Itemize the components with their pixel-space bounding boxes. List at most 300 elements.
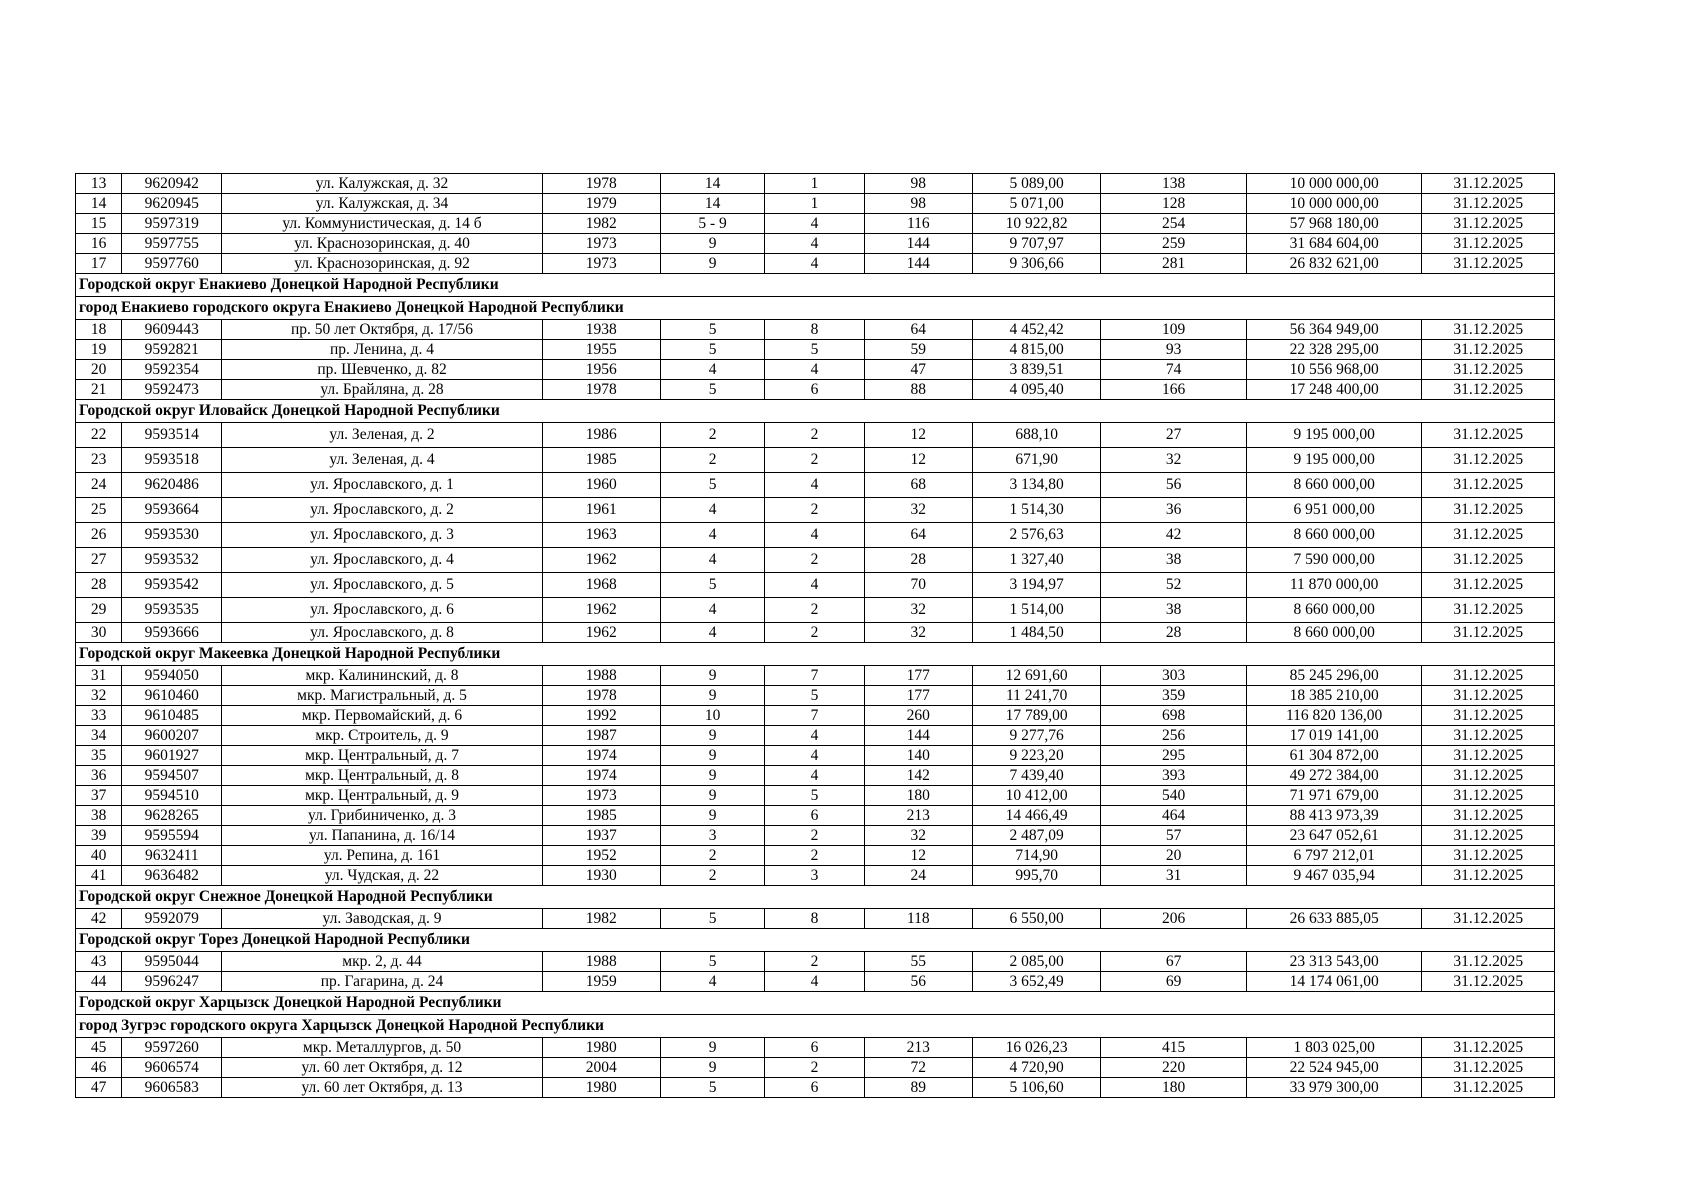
cell-cost: 22 328 295,00	[1246, 340, 1422, 360]
cell-address: ул. Ярославского, д. 2	[222, 498, 542, 523]
cell-deadline: 31.12.2025	[1422, 423, 1555, 448]
cell-address: пр. 50 лет Октября, д. 17/56	[222, 320, 542, 340]
cell-row-number: 39	[76, 826, 122, 846]
cell-cost: 11 870 000,00	[1246, 573, 1422, 598]
table-row	[76, 423, 1555, 448]
cell-entrances: 1	[765, 174, 864, 194]
cell-residents: 67	[1101, 952, 1246, 972]
cell-deadline: 31.12.2025	[1422, 806, 1555, 826]
cell-apartments: 28	[864, 548, 972, 573]
cell-area: 2 576,63	[972, 523, 1100, 548]
cell-apartments: 260	[864, 706, 972, 726]
section-header-row	[76, 886, 1555, 909]
section-title: Городской округ Енакиево Донецкой Народной Республики	[76, 274, 1555, 297]
cell-residents: 27	[1101, 423, 1246, 448]
cell-apartments: 116	[864, 214, 972, 234]
cell-year-built: 1979	[542, 194, 660, 214]
cell-residents: 220	[1101, 1058, 1246, 1078]
cell-address: ул. Коммунистическая, д. 14 б	[222, 214, 542, 234]
cell-year-built: 2004	[542, 1058, 660, 1078]
cell-address: ул. Ярославского, д. 5	[222, 573, 542, 598]
cell-floors: 14	[660, 174, 764, 194]
cell-entrances: 2	[765, 548, 864, 573]
table-row	[76, 766, 1555, 786]
cell-residents: 56	[1101, 473, 1246, 498]
table-body	[76, 174, 1555, 1098]
cell-floors: 5	[660, 573, 764, 598]
cell-building-id: 9595594	[122, 826, 222, 846]
cell-year-built: 1963	[542, 523, 660, 548]
cell-cost: 17 019 141,00	[1246, 726, 1422, 746]
table-row	[76, 523, 1555, 548]
cell-address: ул. Репина, д. 161	[222, 846, 542, 866]
cell-apartments: 144	[864, 234, 972, 254]
cell-deadline: 31.12.2025	[1422, 706, 1555, 726]
cell-area: 995,70	[972, 866, 1100, 886]
cell-address: мкр. 2, д. 44	[222, 952, 542, 972]
cell-deadline: 31.12.2025	[1422, 214, 1555, 234]
cell-year-built: 1985	[542, 448, 660, 473]
cell-residents: 36	[1101, 498, 1246, 523]
table-row	[76, 598, 1555, 623]
cell-area: 6 550,00	[972, 909, 1100, 929]
cell-deadline: 31.12.2025	[1422, 380, 1555, 400]
section-title: Городской округ Торез Донецкой Народной Республики	[76, 929, 1555, 952]
cell-floors: 4	[660, 360, 764, 380]
cell-year-built: 1982	[542, 214, 660, 234]
cell-entrances: 4	[765, 726, 864, 746]
cell-cost: 23 647 052,61	[1246, 826, 1422, 846]
cell-area: 11 241,70	[972, 686, 1100, 706]
cell-floors: 4	[660, 498, 764, 523]
section-header-row	[76, 643, 1555, 666]
housing-table	[75, 173, 1555, 1098]
cell-row-number: 29	[76, 598, 122, 623]
cell-building-id: 9600207	[122, 726, 222, 746]
cell-cost: 26 832 621,00	[1246, 254, 1422, 274]
cell-deadline: 31.12.2025	[1422, 174, 1555, 194]
section-title: Городской округ Иловайск Донецкой Народной Республики	[76, 400, 1555, 423]
cell-cost: 10 000 000,00	[1246, 194, 1422, 214]
cell-residents: 180	[1101, 1078, 1246, 1098]
section-header-row	[76, 1015, 1555, 1038]
cell-deadline: 31.12.2025	[1422, 523, 1555, 548]
cell-area: 3 194,97	[972, 573, 1100, 598]
cell-address: мкр. Центральный, д. 8	[222, 766, 542, 786]
cell-year-built: 1978	[542, 380, 660, 400]
cell-year-built: 1978	[542, 174, 660, 194]
cell-cost: 31 684 604,00	[1246, 234, 1422, 254]
table-row	[76, 174, 1555, 194]
cell-entrances: 8	[765, 909, 864, 929]
cell-floors: 5	[660, 340, 764, 360]
cell-building-id: 9593664	[122, 498, 222, 523]
cell-residents: 42	[1101, 523, 1246, 548]
cell-building-id: 9593518	[122, 448, 222, 473]
table-row	[76, 726, 1555, 746]
cell-floors: 9	[660, 726, 764, 746]
cell-row-number: 27	[76, 548, 122, 573]
cell-apartments: 144	[864, 726, 972, 746]
table-row	[76, 706, 1555, 726]
table-row	[76, 1038, 1555, 1058]
cell-row-number: 45	[76, 1038, 122, 1058]
cell-residents: 281	[1101, 254, 1246, 274]
cell-building-id: 9620942	[122, 174, 222, 194]
cell-entrances: 2	[765, 952, 864, 972]
cell-residents: 31	[1101, 866, 1246, 886]
cell-apartments: 56	[864, 972, 972, 992]
cell-residents: 254	[1101, 214, 1246, 234]
section-title: Городской округ Харцызск Донецкой Народной Республики	[76, 992, 1555, 1015]
table-row	[76, 909, 1555, 929]
cell-year-built: 1962	[542, 548, 660, 573]
cell-area: 3 134,80	[972, 473, 1100, 498]
cell-building-id: 9609443	[122, 320, 222, 340]
section-header-row	[76, 400, 1555, 423]
cell-residents: 303	[1101, 666, 1246, 686]
cell-row-number: 25	[76, 498, 122, 523]
cell-deadline: 31.12.2025	[1422, 254, 1555, 274]
cell-entrances: 3	[765, 866, 864, 886]
cell-deadline: 31.12.2025	[1422, 826, 1555, 846]
cell-residents: 74	[1101, 360, 1246, 380]
cell-address: мкр. Первомайский, д. 6	[222, 706, 542, 726]
cell-building-id: 9606574	[122, 1058, 222, 1078]
cell-floors: 9	[660, 666, 764, 686]
table-row	[76, 826, 1555, 846]
cell-apartments: 12	[864, 846, 972, 866]
cell-area: 4 815,00	[972, 340, 1100, 360]
cell-row-number: 13	[76, 174, 122, 194]
cell-entrances: 2	[765, 846, 864, 866]
cell-apartments: 68	[864, 473, 972, 498]
cell-floors: 14	[660, 194, 764, 214]
cell-floors: 4	[660, 598, 764, 623]
cell-row-number: 33	[76, 706, 122, 726]
table-row	[76, 866, 1555, 886]
cell-area: 4 095,40	[972, 380, 1100, 400]
cell-row-number: 18	[76, 320, 122, 340]
cell-building-id: 9606583	[122, 1078, 222, 1098]
cell-year-built: 1973	[542, 786, 660, 806]
cell-deadline: 31.12.2025	[1422, 340, 1555, 360]
table-row	[76, 214, 1555, 234]
cell-entrances: 5	[765, 686, 864, 706]
cell-residents: 128	[1101, 194, 1246, 214]
cell-building-id: 9593535	[122, 598, 222, 623]
cell-year-built: 1974	[542, 746, 660, 766]
table-row	[76, 320, 1555, 340]
cell-area: 5 071,00	[972, 194, 1100, 214]
cell-row-number: 21	[76, 380, 122, 400]
cell-residents: 393	[1101, 766, 1246, 786]
section-title: город Зугрэс городского округа Харцызск Донецкой Народной Республики	[76, 1015, 1555, 1038]
cell-residents: 93	[1101, 340, 1246, 360]
cell-year-built: 1959	[542, 972, 660, 992]
cell-deadline: 31.12.2025	[1422, 194, 1555, 214]
cell-floors: 9	[660, 786, 764, 806]
cell-year-built: 1968	[542, 573, 660, 598]
cell-cost: 56 364 949,00	[1246, 320, 1422, 340]
cell-cost: 8 660 000,00	[1246, 523, 1422, 548]
cell-apartments: 12	[864, 448, 972, 473]
cell-building-id: 9610460	[122, 686, 222, 706]
cell-floors: 2	[660, 448, 764, 473]
cell-deadline: 31.12.2025	[1422, 786, 1555, 806]
cell-cost: 9 467 035,94	[1246, 866, 1422, 886]
table-row	[76, 548, 1555, 573]
cell-entrances: 4	[765, 746, 864, 766]
cell-address: ул. Ярославского, д. 6	[222, 598, 542, 623]
cell-address: ул. Грибиниченко, д. 3	[222, 806, 542, 826]
cell-row-number: 47	[76, 1078, 122, 1098]
cell-entrances: 8	[765, 320, 864, 340]
table-row	[76, 473, 1555, 498]
cell-residents: 138	[1101, 174, 1246, 194]
cell-year-built: 1982	[542, 909, 660, 929]
cell-address: ул. Калужская, д. 32	[222, 174, 542, 194]
cell-cost: 10 000 000,00	[1246, 174, 1422, 194]
section-title: город Енакиево городского округа Енакиево Донецкой Народной Республики	[76, 297, 1555, 320]
cell-address: пр. Шевченко, д. 82	[222, 360, 542, 380]
cell-apartments: 144	[864, 254, 972, 274]
cell-year-built: 1960	[542, 473, 660, 498]
cell-entrances: 4	[765, 360, 864, 380]
cell-apartments: 213	[864, 1038, 972, 1058]
cell-address: ул. Зеленая, д. 4	[222, 448, 542, 473]
cell-address: ул. 60 лет Октября, д. 13	[222, 1078, 542, 1098]
cell-row-number: 30	[76, 623, 122, 643]
cell-area: 12 691,60	[972, 666, 1100, 686]
table-row	[76, 972, 1555, 992]
cell-apartments: 98	[864, 174, 972, 194]
cell-building-id: 9593542	[122, 573, 222, 598]
table-row	[76, 806, 1555, 826]
cell-area: 1 514,30	[972, 498, 1100, 523]
cell-year-built: 1988	[542, 952, 660, 972]
cell-address: ул. Зеленая, д. 2	[222, 423, 542, 448]
table-row	[76, 498, 1555, 523]
cell-floors: 9	[660, 746, 764, 766]
cell-entrances: 2	[765, 826, 864, 846]
cell-floors: 5	[660, 320, 764, 340]
cell-deadline: 31.12.2025	[1422, 746, 1555, 766]
cell-cost: 17 248 400,00	[1246, 380, 1422, 400]
cell-residents: 166	[1101, 380, 1246, 400]
cell-address: ул. Брайляна, д. 28	[222, 380, 542, 400]
cell-area: 9 306,66	[972, 254, 1100, 274]
cell-apartments: 32	[864, 498, 972, 523]
cell-floors: 5	[660, 1078, 764, 1098]
cell-residents: 109	[1101, 320, 1246, 340]
cell-entrances: 4	[765, 573, 864, 598]
table-row	[76, 380, 1555, 400]
cell-cost: 61 304 872,00	[1246, 746, 1422, 766]
cell-entrances: 2	[765, 448, 864, 473]
cell-year-built: 1930	[542, 866, 660, 886]
cell-cost: 6 951 000,00	[1246, 498, 1422, 523]
table-row	[76, 746, 1555, 766]
cell-entrances: 4	[765, 473, 864, 498]
cell-entrances: 4	[765, 766, 864, 786]
table-row	[76, 254, 1555, 274]
cell-floors: 9	[660, 1058, 764, 1078]
cell-floors: 4	[660, 623, 764, 643]
cell-area: 14 466,49	[972, 806, 1100, 826]
cell-year-built: 1985	[542, 806, 660, 826]
cell-cost: 10 556 968,00	[1246, 360, 1422, 380]
cell-floors: 2	[660, 423, 764, 448]
cell-building-id: 9628265	[122, 806, 222, 826]
cell-building-id: 9592354	[122, 360, 222, 380]
cell-apartments: 88	[864, 380, 972, 400]
cell-entrances: 2	[765, 1058, 864, 1078]
cell-address: мкр. Металлургов, д. 50	[222, 1038, 542, 1058]
cell-building-id: 9597260	[122, 1038, 222, 1058]
cell-row-number: 32	[76, 686, 122, 706]
cell-floors: 9	[660, 686, 764, 706]
cell-floors: 3	[660, 826, 764, 846]
cell-building-id: 9601927	[122, 746, 222, 766]
cell-floors: 9	[660, 254, 764, 274]
cell-apartments: 32	[864, 623, 972, 643]
cell-building-id: 9632411	[122, 846, 222, 866]
cell-cost: 7 590 000,00	[1246, 548, 1422, 573]
cell-address: ул. Ярославского, д. 8	[222, 623, 542, 643]
cell-year-built: 1973	[542, 254, 660, 274]
cell-apartments: 55	[864, 952, 972, 972]
cell-area: 1 514,00	[972, 598, 1100, 623]
cell-cost: 9 195 000,00	[1246, 448, 1422, 473]
cell-apartments: 47	[864, 360, 972, 380]
cell-entrances: 2	[765, 598, 864, 623]
cell-cost: 23 313 543,00	[1246, 952, 1422, 972]
cell-residents: 57	[1101, 826, 1246, 846]
cell-residents: 295	[1101, 746, 1246, 766]
cell-apartments: 32	[864, 598, 972, 623]
cell-cost: 14 174 061,00	[1246, 972, 1422, 992]
cell-row-number: 42	[76, 909, 122, 929]
cell-row-number: 15	[76, 214, 122, 234]
cell-address: мкр. Калининский, д. 8	[222, 666, 542, 686]
table-row	[76, 786, 1555, 806]
cell-apartments: 64	[864, 523, 972, 548]
cell-year-built: 1988	[542, 666, 660, 686]
cell-row-number: 31	[76, 666, 122, 686]
cell-address: пр. Гагарина, д. 24	[222, 972, 542, 992]
cell-residents: 20	[1101, 846, 1246, 866]
cell-building-id: 9593532	[122, 548, 222, 573]
cell-cost: 116 820 136,00	[1246, 706, 1422, 726]
cell-entrances: 2	[765, 623, 864, 643]
cell-deadline: 31.12.2025	[1422, 1038, 1555, 1058]
cell-deadline: 31.12.2025	[1422, 1058, 1555, 1078]
cell-row-number: 20	[76, 360, 122, 380]
cell-floors: 5	[660, 473, 764, 498]
cell-deadline: 31.12.2025	[1422, 598, 1555, 623]
cell-year-built: 1980	[542, 1078, 660, 1098]
cell-row-number: 44	[76, 972, 122, 992]
cell-floors: 5	[660, 952, 764, 972]
cell-building-id: 9592079	[122, 909, 222, 929]
cell-cost: 88 413 973,39	[1246, 806, 1422, 826]
cell-residents: 32	[1101, 448, 1246, 473]
cell-entrances: 6	[765, 1078, 864, 1098]
cell-cost: 49 272 384,00	[1246, 766, 1422, 786]
table-row	[76, 623, 1555, 643]
cell-row-number: 41	[76, 866, 122, 886]
section-header-row	[76, 297, 1555, 320]
cell-address: ул. Калужская, д. 34	[222, 194, 542, 214]
cell-building-id: 9593666	[122, 623, 222, 643]
cell-address: ул. Краснозоринская, д. 92	[222, 254, 542, 274]
cell-cost: 9 195 000,00	[1246, 423, 1422, 448]
cell-row-number: 36	[76, 766, 122, 786]
cell-year-built: 1952	[542, 846, 660, 866]
cell-building-id: 9597319	[122, 214, 222, 234]
cell-apartments: 140	[864, 746, 972, 766]
document-page	[75, 173, 1555, 1098]
cell-building-id: 9620486	[122, 473, 222, 498]
cell-floors: 9	[660, 766, 764, 786]
cell-address: ул. Ярославского, д. 4	[222, 548, 542, 573]
cell-row-number: 46	[76, 1058, 122, 1078]
cell-address: ул. 60 лет Октября, д. 12	[222, 1058, 542, 1078]
cell-area: 2 487,09	[972, 826, 1100, 846]
cell-entrances: 6	[765, 806, 864, 826]
cell-building-id: 9610485	[122, 706, 222, 726]
cell-residents: 359	[1101, 686, 1246, 706]
cell-year-built: 1962	[542, 598, 660, 623]
section-header-row	[76, 929, 1555, 952]
cell-deadline: 31.12.2025	[1422, 726, 1555, 746]
cell-apartments: 59	[864, 340, 972, 360]
cell-deadline: 31.12.2025	[1422, 360, 1555, 380]
cell-row-number: 38	[76, 806, 122, 826]
cell-apartments: 142	[864, 766, 972, 786]
cell-entrances: 4	[765, 234, 864, 254]
cell-floors: 4	[660, 548, 764, 573]
cell-apartments: 12	[864, 423, 972, 448]
table-row	[76, 234, 1555, 254]
cell-cost: 57 968 180,00	[1246, 214, 1422, 234]
cell-year-built: 1978	[542, 686, 660, 706]
cell-apartments: 177	[864, 686, 972, 706]
cell-deadline: 31.12.2025	[1422, 846, 1555, 866]
cell-row-number: 22	[76, 423, 122, 448]
cell-area: 4 720,90	[972, 1058, 1100, 1078]
cell-year-built: 1973	[542, 234, 660, 254]
cell-building-id: 9596247	[122, 972, 222, 992]
cell-year-built: 1992	[542, 706, 660, 726]
table-row	[76, 846, 1555, 866]
cell-row-number: 14	[76, 194, 122, 214]
cell-residents: 38	[1101, 598, 1246, 623]
cell-residents: 259	[1101, 234, 1246, 254]
table-row	[76, 1058, 1555, 1078]
cell-residents: 698	[1101, 706, 1246, 726]
cell-apartments: 118	[864, 909, 972, 929]
cell-area: 1 327,40	[972, 548, 1100, 573]
cell-floors: 9	[660, 806, 764, 826]
section-header-row	[76, 274, 1555, 297]
cell-area: 3 652,49	[972, 972, 1100, 992]
cell-cost: 6 797 212,01	[1246, 846, 1422, 866]
cell-apartments: 24	[864, 866, 972, 886]
cell-entrances: 1	[765, 194, 864, 214]
cell-cost: 1 803 025,00	[1246, 1038, 1422, 1058]
